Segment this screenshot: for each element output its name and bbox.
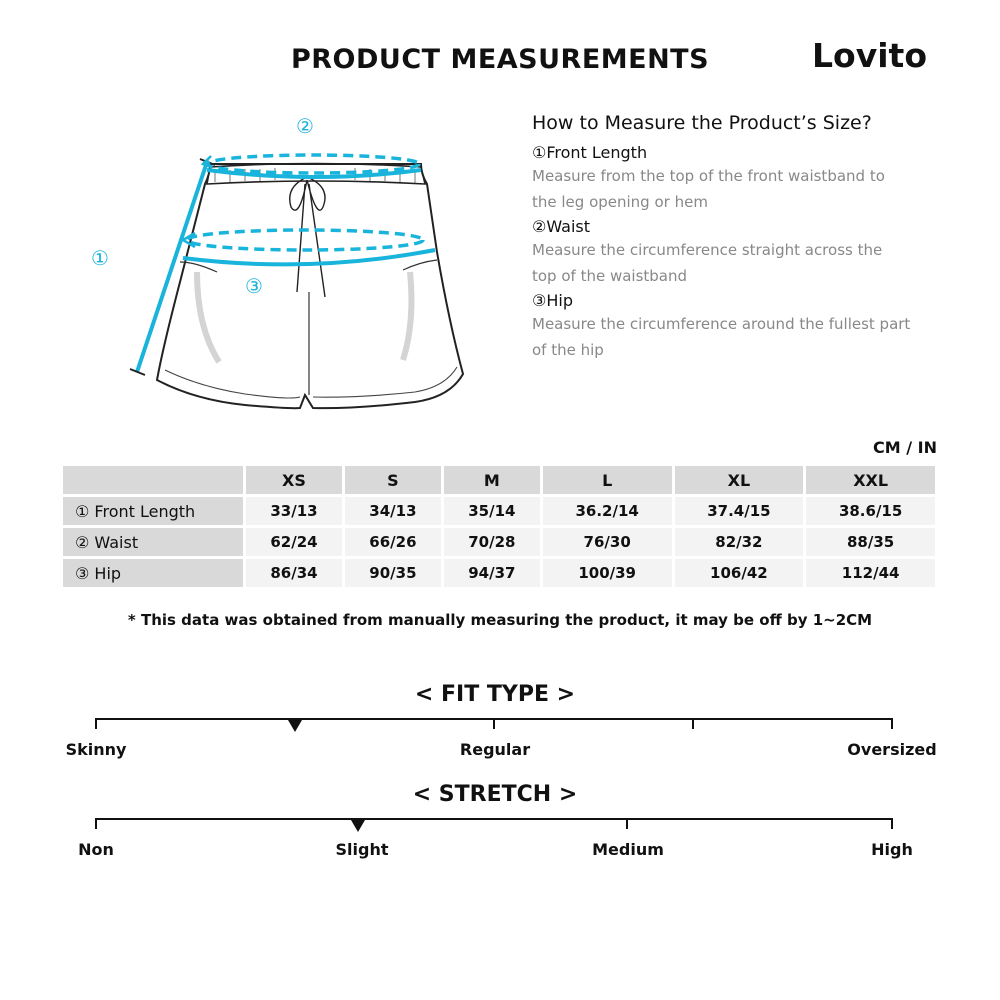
measure-desc-line: the leg opening or hem xyxy=(532,193,708,211)
stretch-tick xyxy=(95,818,97,829)
fit-type-marker xyxy=(288,720,302,732)
fit-label-regular: Regular xyxy=(459,740,531,759)
fit-label-oversized: Oversized xyxy=(847,740,937,759)
shorts-outline xyxy=(157,164,463,408)
unit-label: CM / IN xyxy=(873,438,937,457)
size-header: XXL xyxy=(806,466,935,494)
stretch-label-non: Non xyxy=(78,840,114,859)
shorts-illustration xyxy=(85,112,485,432)
stretch-label-medium: Medium xyxy=(592,840,664,859)
table-cell: 86/34 xyxy=(246,559,342,587)
fit-label-skinny: Skinny xyxy=(65,740,127,759)
stretch-label-high: High xyxy=(871,840,913,859)
stretch-tick xyxy=(626,818,628,829)
how-to-measure-title: How to Measure the Product’s Size? xyxy=(532,112,872,134)
row-label: ③ Hip xyxy=(63,559,243,587)
brand-logo: Lovito xyxy=(812,36,927,75)
hip-measure-line xyxy=(187,230,423,250)
how-to-measure xyxy=(532,112,932,364)
table-cell: 35/14 xyxy=(444,497,540,525)
table-cell: 37.4/15 xyxy=(675,497,804,525)
table-cell: 62/24 xyxy=(246,528,342,556)
shorts-diagram xyxy=(85,112,485,432)
fit-type-tick xyxy=(95,718,97,729)
fit-type-tick xyxy=(891,718,893,729)
table-row xyxy=(63,559,935,587)
front-length-line xyxy=(137,162,207,372)
measure-desc-line: top of the waistband xyxy=(532,267,688,285)
fit-type-title: < FIT TYPE > xyxy=(414,682,576,707)
stretch-tick xyxy=(891,818,893,829)
measure-item-waist xyxy=(532,216,932,288)
table-cell: 38.6/15 xyxy=(806,497,935,525)
table-cell: 106/42 xyxy=(675,559,804,587)
stretch-scale xyxy=(95,818,893,858)
table-cell: 112/44 xyxy=(806,559,935,587)
table-cell: 33/13 xyxy=(246,497,342,525)
fit-type-tick xyxy=(493,718,495,729)
table-corner xyxy=(63,466,243,494)
measure-desc-line: Measure the circumference around the fullest part xyxy=(532,315,911,333)
stretch-marker xyxy=(351,820,365,832)
row-label: ① Front Length xyxy=(63,497,243,525)
table-row xyxy=(63,528,935,556)
stretch-label-slight: Slight xyxy=(335,840,389,859)
table-cell: 36.2/14 xyxy=(543,497,672,525)
measurement-note: * This data was obtained from manually measuring the product, it may be off by 1~2CM xyxy=(127,611,873,629)
stretch-title: < STRETCH > xyxy=(412,782,578,807)
page-title: PRODUCT MEASUREMENTS xyxy=(290,44,710,75)
measure-name: ③Hip xyxy=(532,291,573,310)
measure-desc-line: Measure from the top of the front waistband to xyxy=(532,167,885,185)
measure-name: ①Front Length xyxy=(532,143,648,162)
stretch-line xyxy=(95,818,893,820)
table-cell: 88/35 xyxy=(806,528,935,556)
table-cell: 34/13 xyxy=(345,497,441,525)
measure-name: ②Waist xyxy=(532,217,590,236)
marker-front-length: ① xyxy=(91,246,109,270)
size-header: XS xyxy=(246,466,342,494)
measure-desc-line: Measure the circumference straight across the xyxy=(532,241,883,259)
size-table xyxy=(60,463,938,590)
measure-item-hip xyxy=(532,290,932,362)
marker-waist: ② xyxy=(296,114,314,138)
table-cell: 100/39 xyxy=(543,559,672,587)
table-row xyxy=(63,497,935,525)
table-cell: 90/35 xyxy=(345,559,441,587)
drawstring xyxy=(290,177,325,297)
measure-desc-line: of the hip xyxy=(532,341,604,359)
table-cell: 66/26 xyxy=(345,528,441,556)
marker-hip: ③ xyxy=(245,274,263,298)
size-header: XL xyxy=(675,466,804,494)
size-header: M xyxy=(444,466,540,494)
measure-item-front-length xyxy=(532,142,932,214)
row-label: ② Waist xyxy=(63,528,243,556)
size-header-row xyxy=(63,466,935,494)
table-cell: 76/30 xyxy=(543,528,672,556)
table-cell: 94/37 xyxy=(444,559,540,587)
size-header: L xyxy=(543,466,672,494)
size-header: S xyxy=(345,466,441,494)
table-cell: 70/28 xyxy=(444,528,540,556)
table-cell: 82/32 xyxy=(675,528,804,556)
fit-type-tick xyxy=(692,718,694,729)
